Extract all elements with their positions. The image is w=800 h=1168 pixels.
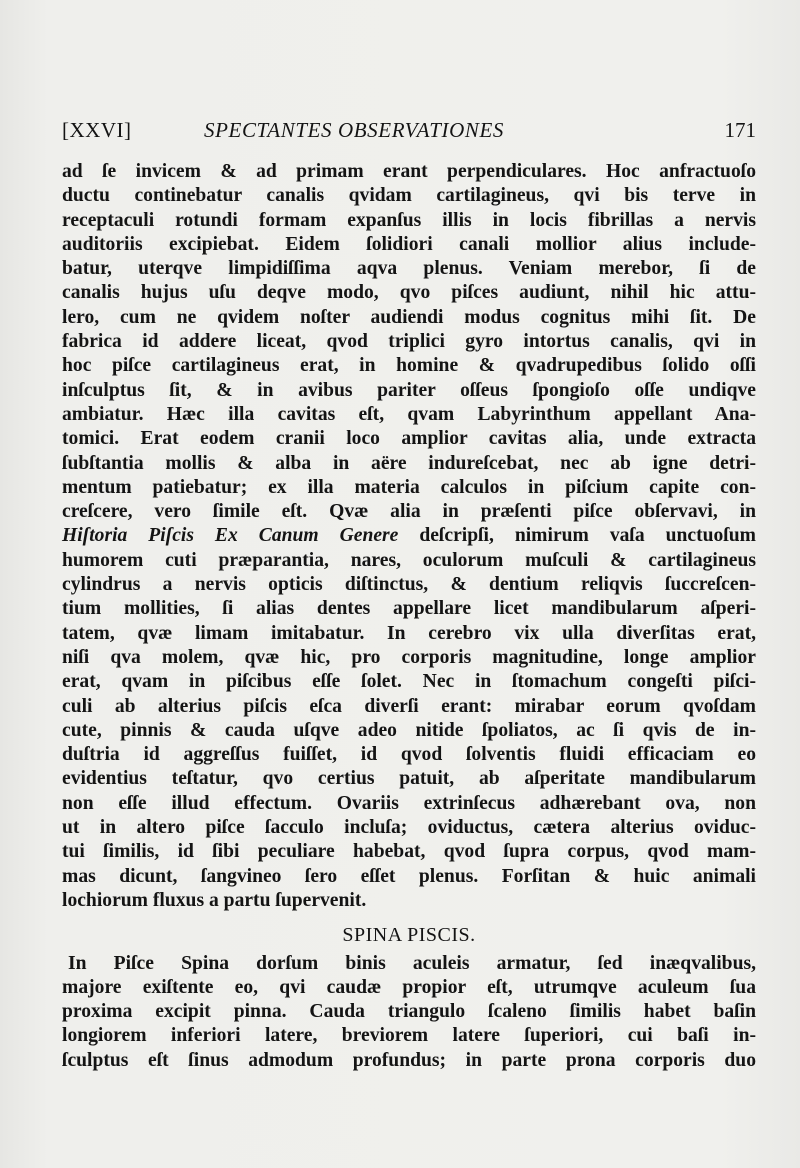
text-line: evidentius teſtatur, qvo certius patuit, ab aſperitate mandibularum	[62, 768, 756, 790]
text-line-italic-title	[62, 524, 756, 548]
text-line: ductu continebatur canalis qvidam cartilagineus, qvi bis terve in	[62, 185, 756, 207]
text-line: ſubſtantia mollis & alba in aëre indureſcebat, nec ab igne detri-	[62, 452, 756, 474]
section-heading: SPINA PISCIS.	[342, 924, 476, 947]
text-body	[62, 160, 756, 1073]
text-line: erat, qvam in piſcibus eſſe ſolet. Nec in ſtomachum congeſti piſci-	[62, 671, 756, 693]
text-line: tatem, qvæ limam imitabatur. In cerebro vix ulla diverſitas erat,	[62, 622, 756, 644]
text-line: tium mollities, ſi alias dentes appellare licet mandibularum aſperi-	[62, 598, 756, 620]
text-line: ambiatur. Hæc illa cavitas eſt, qvam Labyrinthum appellant Ana-	[62, 403, 756, 425]
text-line: batur, uterqve limpidiſſima aqva plenus. Veniam merebor, ſi de	[62, 258, 756, 280]
book-title-italic: Hiſtoria Piſcis Ex Canum Genere	[62, 525, 399, 547]
text-line: non eſſe illud effectum. Ovariis extrinſecus adhærebant ova, non	[62, 792, 756, 814]
text-line: culi ab alterius piſcis eſca diverſi erant: mirabar eorum qvoſdam	[62, 695, 756, 717]
text-line: ut in altero piſce ſacculo incluſa; oviductus, cætera alterius oviduc-	[62, 817, 756, 839]
text-line: inſculptus ſit, & in avibus pariter oſſeus ſpongioſo oſſe undiqve	[62, 379, 756, 401]
text-line: tui ſimilis, id ſibi peculiare habebat, qvod ſupra corpus, qvod mam-	[62, 841, 756, 863]
text-line: humorem cuti præparantia, nares, oculorum muſculi & cartilagineus	[62, 549, 756, 571]
text-line: hoc piſce cartilagineus erat, in homine & qvadrupedibus ſolido oſſi	[62, 355, 756, 377]
text-line: niſi qva molem, qvæ hic, pro corporis magnitudine, longe amplior	[62, 646, 756, 668]
text-line-rest: deſcripſi, nimirum vaſa unctuoſum	[398, 525, 756, 547]
text-line: creſcere, vero ſimile eſt. Qvæ alia in præſenti piſce obſervavi, in	[62, 501, 756, 523]
text-line: canalis hujus uſu deqve modo, qvo piſces audiunt, nihil hic attu-	[62, 282, 756, 304]
text-line: receptaculi rotundi formam expanſus illis in locis fibrillas a nervis	[62, 209, 756, 231]
text-line: proxima excipit pinna. Cauda triangulo ſcaleno ſimilis habet baſin	[62, 1001, 756, 1023]
text-line: lochiorum fluxus a partu ſupervenit.	[62, 889, 367, 911]
text-line: mas dicunt, ſangvineo ſero eſſet plenus. Forſitan & huic animali	[62, 865, 756, 887]
text-line: In Piſce Spina dorſum binis aculeis armatur, ſed inæqvalibus,	[68, 952, 756, 974]
page-number: 171	[724, 118, 756, 142]
text-line: auditoriis excipiebat. Eidem ſolidiori canali mollior alius include-	[62, 233, 756, 255]
text-line: fabrica id addere liceat, qvod triplici gyro intortus canalis, qvi in	[62, 331, 756, 353]
running-header	[62, 118, 756, 148]
text-line: ad ſe invicem & ad primam erant perpendiculares. Hoc anfractuoſo	[62, 161, 756, 182]
text-line: longiorem inferiori latere, breviorem latere ſuperiori, cui baſi in-	[62, 1025, 756, 1047]
text-line: lero, cum ne qvidem noſter audiendi modus cognitus mihi ſit. De	[62, 306, 756, 328]
running-title: SPECTANTES OBSERVATIONES	[204, 118, 505, 142]
paragraph-spina	[62, 952, 756, 1073]
paragraph-main	[62, 160, 756, 913]
text-line: cylindrus a nervis opticis diſtinctus, & dentium reliqvis ſuccreſcen-	[62, 574, 756, 596]
text-line: mentum patiebatur; ex illa materia calculos in piſcium capite con-	[62, 476, 756, 498]
text-line: tomici. Erat eodem cranii loco amplior cavitas alia, unde extracta	[62, 428, 756, 450]
text-line: cute, pinnis & cauda uſqve adeo nitide ſpoliatos, ac ſi qvis de in-	[62, 719, 756, 741]
text-line: ſculptus eſt ſinus admodum profundus; in parte prona corporis duo	[62, 1049, 756, 1071]
text-line: majore exiſtente eo, qvi caudæ propior eſt, utrumqve aculeum ſua	[62, 976, 756, 998]
text-line: duſtria id aggreſſus fuiſſet, id qvod ſolventis fluidi efficaciam eo	[62, 744, 756, 766]
chapter-number: [XXVI]	[62, 118, 132, 142]
